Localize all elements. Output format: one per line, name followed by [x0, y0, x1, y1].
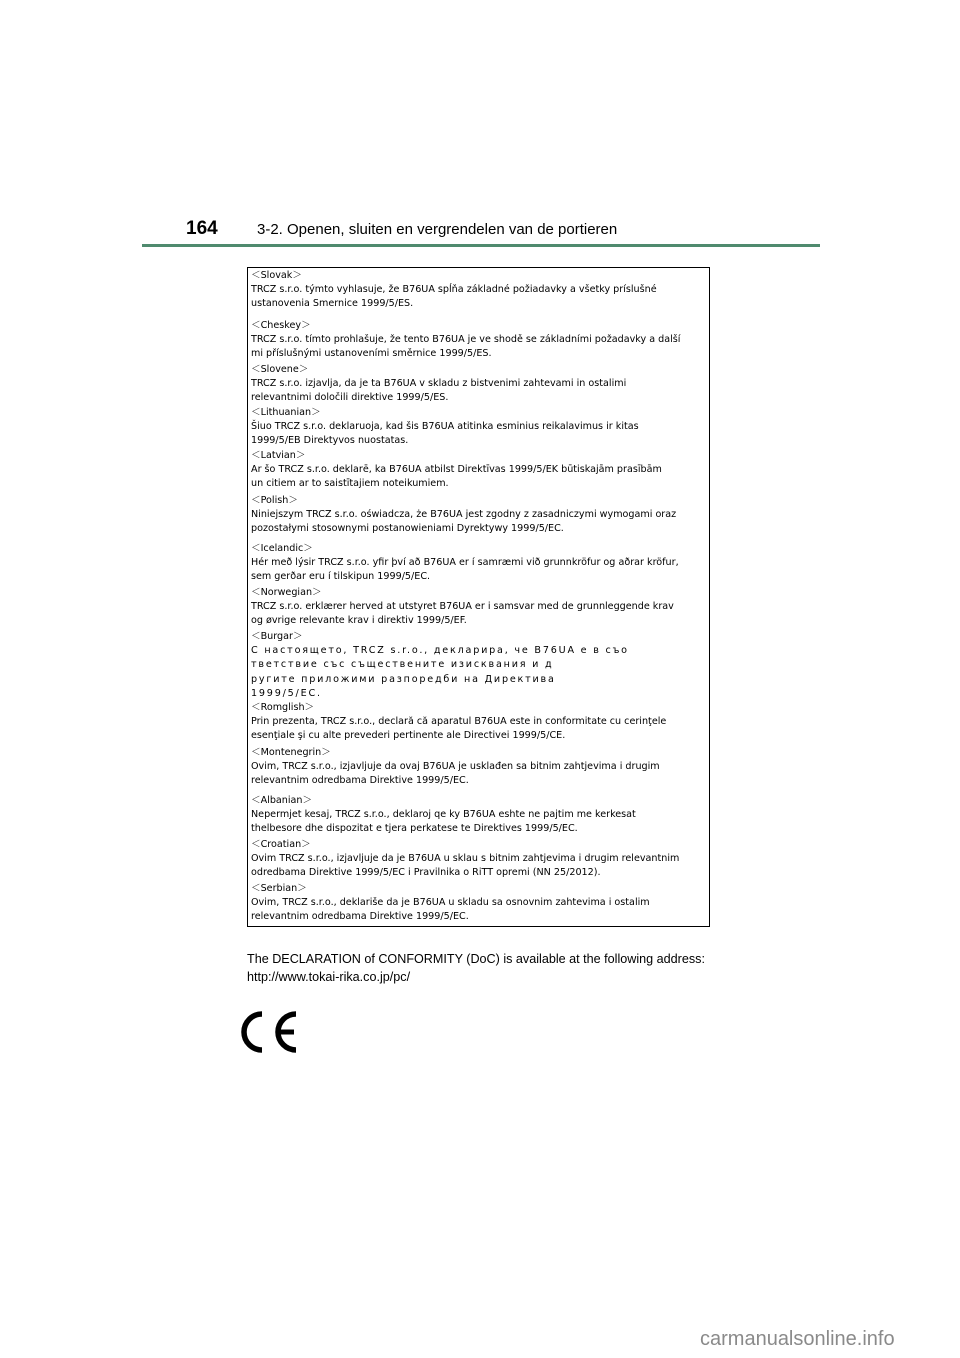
- declaration-cheskey: [251, 319, 709, 362]
- declaration-text: Prin prezenta, TRCZ s.r.o., declară că aparatul B76UA este in conformitate cu cerinţele esenţiale şi cu alte prevederi pertinente ale Directivei 1999/5/CE.: [251, 716, 667, 742]
- declaration-text: Hér með lýsir TRCZ s.r.o. yfir því að B76UA er í samræmi við grunnkröfur og aðrar kröfur, sem gerðar eru í tilskipun 1999/5/EC.: [251, 557, 679, 583]
- declaration-icelandic: [251, 542, 709, 585]
- declaration-norwegian: [251, 586, 709, 629]
- language-label: ＜Icelandic＞: [251, 543, 313, 554]
- watermark: carmanualsonline.info: [700, 1328, 895, 1350]
- page-header: [142, 216, 820, 248]
- language-label: ＜Albanian＞: [251, 795, 313, 806]
- language-label: ＜Latvian＞: [251, 450, 306, 461]
- declaration-lithuanian: [251, 406, 709, 449]
- header-rule: [142, 244, 820, 247]
- declaration-slovak: [251, 269, 709, 312]
- declaration-text: Ar šo TRCZ s.r.o. deklarē, ka B76UA atbilst Direktīvas 1999/5/EK būtiskajām prasībām un citiem ar to saistītajiem noteikumiem.: [251, 464, 662, 490]
- declaration-text: TRCZ s.r.o. týmto vyhlasuje, že B76UA spĺňa základné požiadavky a všetky príslušné ustanovenia Smernice 1999/5/ES.: [251, 284, 657, 310]
- section-title: 3-2. Openen, sluiten en vergrendelen van de portieren: [257, 221, 618, 238]
- declaration-text: Ovim TRCZ s.r.o., izjavljuje da je B76UA u sklau s bitnim zahtjevima i drugim relevantnim odredbama Direktive 1999/5/EC i Pravilnika o RiTT opremi (NN 25/2012).: [251, 853, 680, 879]
- declaration-text: TRCZ s.r.o. izjavlja, da je ta B76UA v skladu z bistvenimi zahtevami in ostalimi relevantnimi določili direktive 1999/5/ES.: [251, 378, 627, 404]
- declaration-text: Niniejszym TRCZ s.r.o. oświadcza, że B76UA jest zgodny z zasadniczymi wymogami oraz pozostałymi stosownymi postanowieniami Dyrektywy 1999/5/EC.: [251, 509, 677, 535]
- declaration-polish: [251, 494, 709, 537]
- declaration-montenegrin: [251, 746, 709, 789]
- declaration-text: Šiuo TRCZ s.r.o. deklaruoja, kad šis B76UA atitinka esminius reikalavimus ir kitas 1999/5/EB Direktyvos nuostatas.: [251, 421, 639, 447]
- page-number: 164: [186, 218, 218, 239]
- language-label: ＜Romglish＞: [251, 702, 315, 713]
- declaration-text: Ovim, TRCZ s.r.o., deklariše da je B76UA u skladu sa osnovnim zahtevima i ostalim relevantnim odredbama Direktive 1999/5/EC.: [251, 897, 650, 923]
- language-label: ＜Croatian＞: [251, 839, 311, 850]
- declaration-romglish: [251, 701, 709, 744]
- doc-url[interactable]: http://www.tokai-rika.co.jp/pc/: [247, 970, 411, 984]
- language-label: ＜Serbian＞: [251, 883, 307, 894]
- language-label: ＜Polish＞: [251, 495, 298, 506]
- declaration-serbian: [251, 882, 709, 925]
- language-label: ＜Montenegrin＞: [251, 747, 331, 758]
- ce-mark-icon: [232, 1008, 302, 1056]
- declaration-text: TRCZ s.r.o. tímto prohlašuje, že tento B76UA je ve shodě se základními požadavky a další mi příslušnými ustanoveními směrnice 1999/5/ES.: [251, 334, 681, 360]
- language-label: ＜Slovene＞: [251, 364, 309, 375]
- language-label: ＜Lithuanian＞: [251, 407, 321, 418]
- declaration-text: TRCZ s.r.o. erklærer herved at utstyret B76UA er i samsvar med de grunnleggende krav og øvrige relevante krav i direktiv 1999/5/EF.: [251, 601, 674, 627]
- declaration-text: Nepermjet kesaj, TRCZ s.r.o., deklaroj qe ky B76UA eshte ne pajtim me kerkesat thelbesore dhe dispozitat e tjera perkatese te Direktives 1999/5/EC.: [251, 809, 636, 835]
- language-label: ＜Slovak＞: [251, 270, 302, 281]
- doc-availability-text: The DECLARATION of CONFORMITY (DoC) is available at the following address:: [247, 952, 705, 966]
- declaration-croatian: [251, 838, 709, 881]
- declaration-slovene: [251, 363, 709, 406]
- declaration-text: С настоящето, TRCZ s.r.o., декларира, че B76UA е в съо тветствие със съществените изисквания и д ругите приложими разпоредби на Директива 1999/5/ЕС.: [251, 645, 629, 699]
- declaration-burgar: [251, 630, 709, 701]
- language-label: ＜Norwegian＞: [251, 587, 322, 598]
- declaration-latvian: [251, 449, 709, 492]
- declarations-box: [247, 267, 710, 927]
- declaration-albanian: [251, 794, 709, 837]
- language-label: ＜Cheskey＞: [251, 320, 311, 331]
- declaration-text: Ovim, TRCZ s.r.o., izjavljuje da ovaj B76UA je usklađen sa bitnim zahtjevima i drugim relevantnim odredbama Direktive 1999/5/EC.: [251, 761, 660, 787]
- language-label: ＜Burgar＞: [251, 631, 303, 642]
